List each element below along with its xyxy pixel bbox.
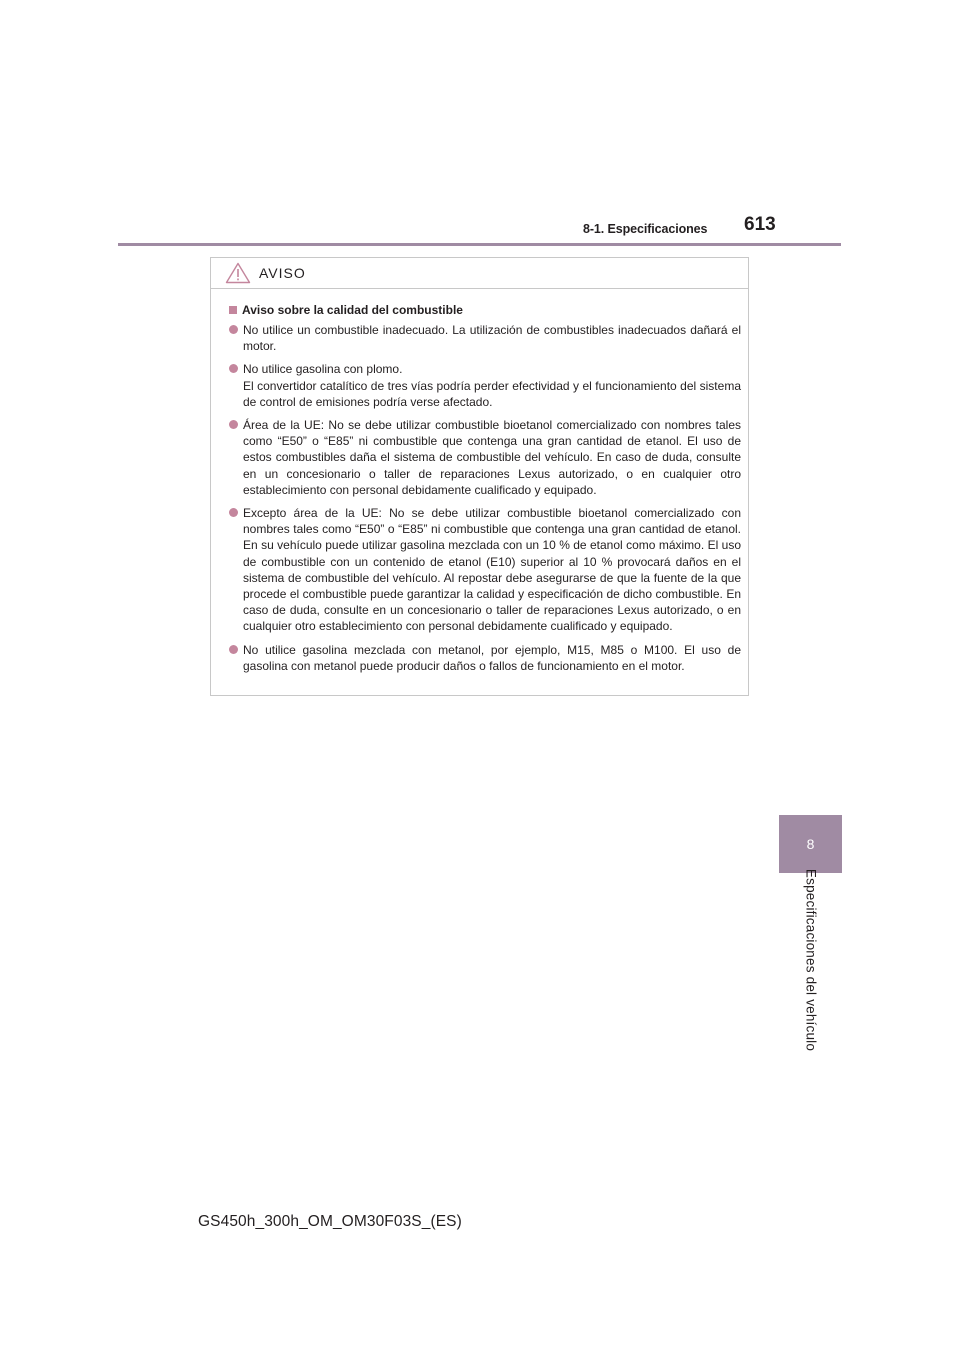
list-item: [229, 361, 741, 410]
list-item-text: Área de la UE: No se debe utilizar combustible bioetanol comercializado con nombres tales como “E50” o “E85” ni combustible que contenga una gran cantidad de etanol. El uso de estos combustibles daña el sistema de combustible del vehículo. En caso de duda, consulte en un concesionario o taller de reparaciones Lexus autorizado, o en cualquier otro establecimiento con personal debidamente cualificado y equipado.: [243, 418, 741, 497]
bullet-icon: [229, 508, 238, 517]
list-item-text: No utilice un combustible inadecuado. La utilización de combustibles inadecuados dañará el motor.: [243, 323, 741, 354]
bullet-icon: [229, 420, 238, 429]
warning-triangle-icon: [225, 262, 251, 284]
list-item-text: No utilice gasolina con plomo.: [243, 362, 403, 377]
bullet-icon: [229, 645, 238, 654]
square-bullet-icon: [229, 306, 237, 314]
warning-box: [210, 257, 749, 696]
warning-body: [211, 289, 748, 674]
subheading-text: Aviso sobre la calidad del combustible: [242, 303, 463, 317]
bullet-icon: [229, 364, 238, 373]
bullet-icon: [229, 325, 238, 334]
list-item-text: Excepto área de la UE: No se debe utilizar combustible bioetanol comercializado con nombres tales como “E50” o “E85” ni combustible que contenga una gran cantidad de etanol. En su vehículo puede utilizar gasolina mezclada con un 10 % de etanol como máximo. El uso de combustible con un contenido de etanol (E10) superior al 10 % provocará daños en el sistema de combustible del vehículo. Al repostar debe asegurarse de que la fuente de la que procede el combustible puede garantizar la calidad y especificación de dicho combustible. En caso de duda, consulte en un concesionario o taller de reparaciones Lexus autorizado, o en cualquier otro establecimiento con personal debidamente cualificado y equipado.: [243, 506, 741, 634]
list-item-detail: El convertidor catalítico de tres vías podría perder efectividad y el funcionamiento del sistema de control de emisiones podría verse afectado.: [243, 378, 741, 409]
page-number: 613: [744, 214, 776, 235]
warning-title: AVISO: [259, 265, 306, 281]
list-item: [229, 322, 741, 354]
warning-subheading: [229, 302, 741, 318]
list-item-text: No utilice gasolina mezclada con metanol, por ejemplo, M15, M85 o M100. El uso de gasolina con metanol puede producir daños o fallos de funcionamiento en el motor.: [243, 642, 741, 673]
chapter-side-label: Especificaciones del vehículo: [803, 868, 819, 1052]
section-title: 8-1. Especificaciones: [583, 222, 708, 236]
warning-header: [211, 258, 748, 289]
header-divider: [118, 243, 841, 246]
document-code: GS450h_300h_OM_OM30F03S_(ES): [198, 1213, 462, 1230]
chapter-number: 8: [806, 836, 815, 852]
list-item: [229, 417, 741, 498]
chapter-tab: [779, 815, 842, 873]
list-item: [229, 505, 741, 635]
list-item: [229, 642, 741, 674]
